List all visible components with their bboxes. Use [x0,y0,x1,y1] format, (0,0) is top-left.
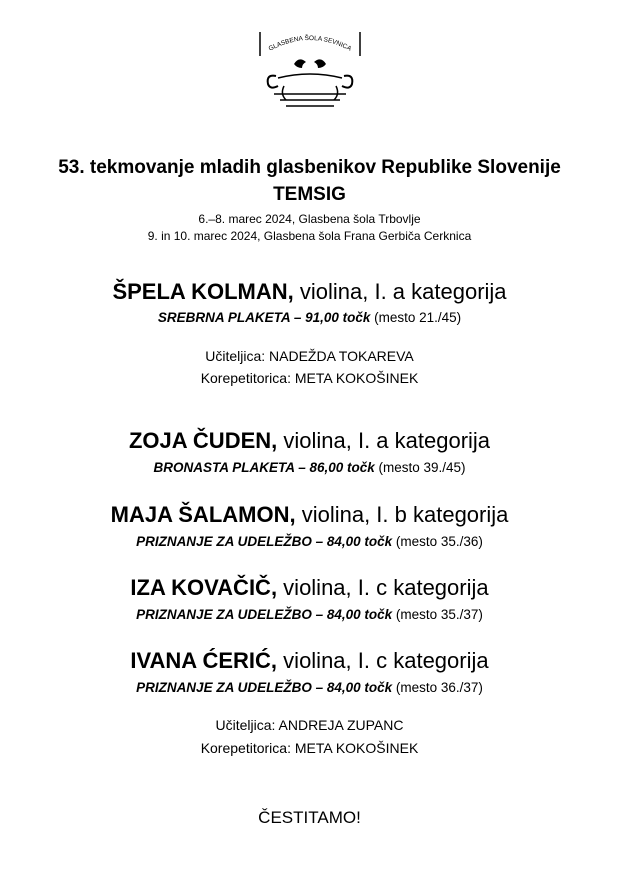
student-category: violina, I. c kategorija [277,648,489,673]
result-name-line [0,502,619,528]
award: PRIZNANJE ZA UDELEŽBO – 84,00 točk [136,680,393,695]
student-category: violina, I. a kategorija [293,279,507,304]
result-award-line [0,310,619,325]
accompanist: Korepetitorica: META KOKOŠINEK [200,370,419,386]
result-award-line [0,680,619,695]
school-logo [256,26,364,110]
student-name: IZA KOVAČIČ, [130,575,278,600]
placement: (mesto 21./45) [370,310,462,325]
placement: (mesto 39./45) [374,460,466,475]
student-name: ZOJA ČUDEN, [128,428,278,453]
result-award-line [0,534,619,549]
result-name-line [0,648,619,674]
event-line-2: 9. in 10. marec 2024, Glasbena šola Frana Gerbiča Cerknica [147,229,472,243]
teacher: Učiteljica: ANDREJA ZUPANC [215,717,404,733]
congratulations: ČESTITAMO! [258,808,361,827]
page-subtitle: TEMSIG [273,184,346,205]
result-award-line [0,460,619,475]
student-category: violina, I. a kategorija [277,428,491,453]
result-name-line [0,279,619,305]
page-title: 53. tekmovanje mladih glasbenikov Republike Slovenije [58,157,561,178]
student-category: violina, I. b kategorija [295,502,509,527]
award: PRIZNANJE ZA UDELEŽBO – 84,00 točk [136,534,393,549]
student-name: IVANA ĆERIĆ, [130,648,278,673]
result-name-line [0,575,619,601]
result-award-line [0,607,619,622]
result-name-line [0,428,619,454]
placement: (mesto 35./36) [392,534,483,549]
award: SREBRNA PLAKETA – 91,00 točk [157,310,371,325]
logo-text: GLASBENA ŠOLA SEVNICA [267,34,353,53]
accompanist: Korepetitorica: META KOKOŠINEK [200,740,419,756]
award: BRONASTA PLAKETA – 86,00 točk [153,460,375,475]
student-name: MAJA ŠALAMON, [110,502,296,527]
event-line-1: 6.–8. marec 2024, Glasbena šola Trbovlje [198,212,421,226]
placement: (mesto 35./37) [392,607,483,622]
student-category: violina, I. c kategorija [277,575,489,600]
student-name: ŠPELA KOLMAN, [112,279,294,304]
award: PRIZNANJE ZA UDELEŽBO – 84,00 točk [136,607,393,622]
placement: (mesto 36./37) [392,680,483,695]
teacher: Učiteljica: NADEŽDA TOKAREVA [205,348,414,364]
